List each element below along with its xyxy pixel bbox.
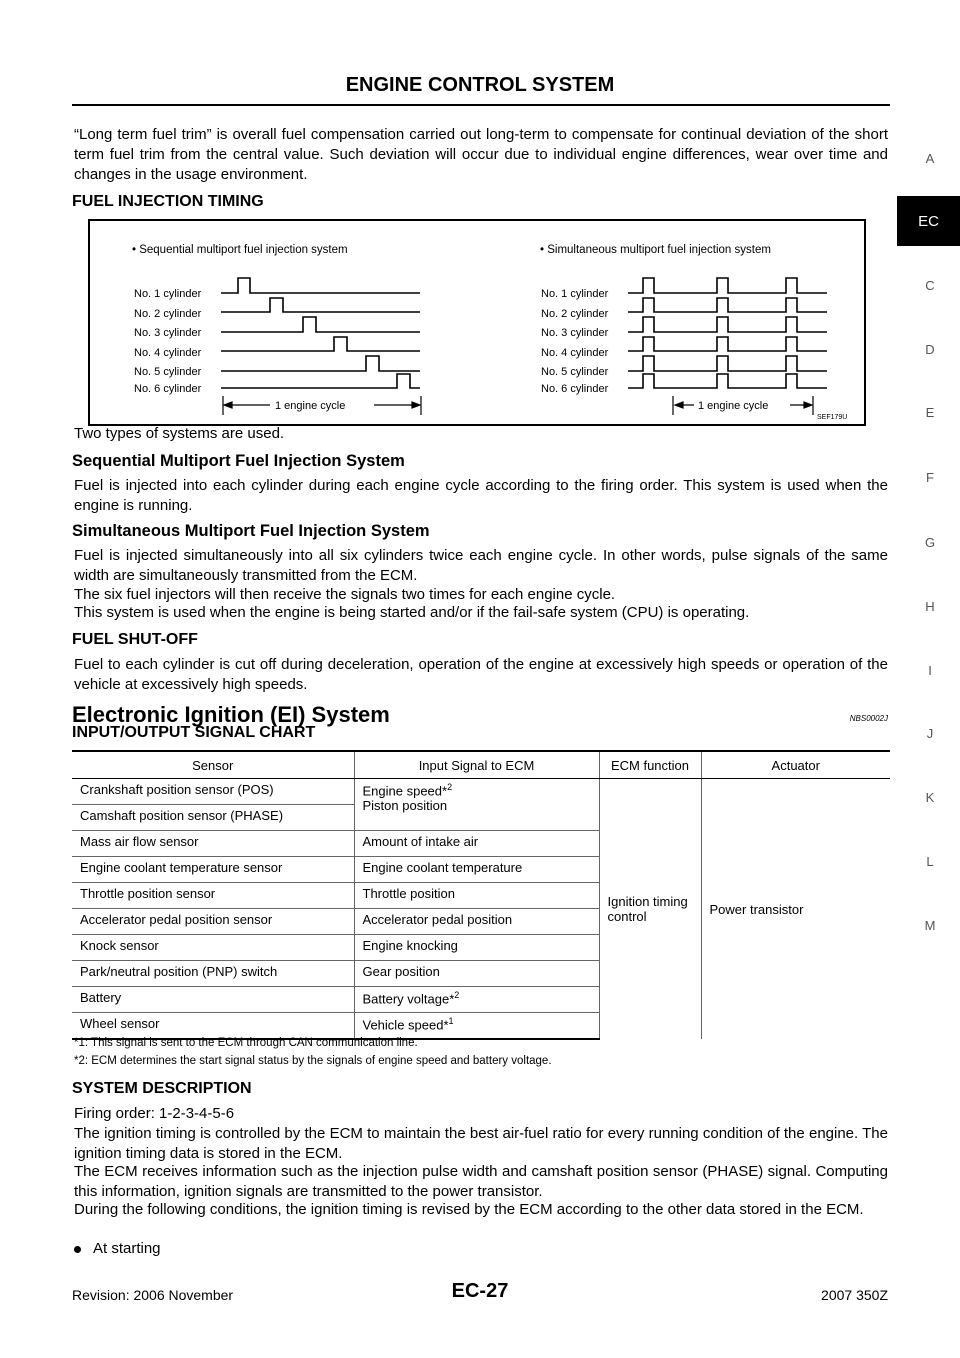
system-description-para-2: The ECM receives information such as the injection pulse width and camshaft position sensor (PHASE) signal. Computing this information, ignition signals are transmitted to the power transistor. <box>74 1163 888 1200</box>
seq-label-cyl4: No. 4 cylinder <box>134 347 202 359</box>
timing-diagram-svg <box>90 221 864 424</box>
seq-wave-cyl3 <box>221 317 420 332</box>
sim-wave-cyl1 <box>628 278 827 293</box>
signal-cell-merged <box>354 779 599 831</box>
injection-timing-diagram <box>88 219 866 426</box>
sensor-cell: Crankshaft position sensor (POS) <box>72 779 354 805</box>
signal-piston-position: Piston position <box>362 798 448 814</box>
sim-wave-cyl5 <box>628 356 827 371</box>
seq-label-cyl1: No. 1 cylinder <box>134 288 202 300</box>
signal-cell: Gear position <box>354 961 599 987</box>
section-code: NBS0002J <box>849 714 888 723</box>
seq-wave-cyl5 <box>221 356 420 371</box>
sim-label-cyl6: No. 6 cylinder <box>541 383 609 395</box>
ecm-function-cell: Ignition timing control <box>599 779 701 1040</box>
sensor-cell: Battery <box>72 987 354 1013</box>
side-tab-l[interactable]: L <box>926 854 934 869</box>
system-description-para-1: The ignition timing is controlled by the ECM to maintain the best air-fuel ratio for every running condition of the engine. The ignition timing data is stored in the ECM. <box>74 1125 888 1162</box>
signal-cell: Accelerator pedal position <box>354 909 599 935</box>
heading-ei-system: Electronic Ignition (EI) System <box>72 702 390 727</box>
sensor-cell: Park/neutral position (PNP) switch <box>72 961 354 987</box>
col-header-sensor: Sensor <box>72 751 354 779</box>
side-tab-j[interactable]: J <box>926 726 934 741</box>
signal-battery-voltage: Battery voltage* <box>362 991 455 1007</box>
signal-engine-speed: Engine speed* <box>362 783 448 799</box>
side-tab-a[interactable]: A <box>925 151 935 166</box>
sim-wave-cyl4 <box>628 337 827 351</box>
header-divider <box>72 104 890 106</box>
seq-label-cyl6: No. 6 cylinder <box>134 383 202 395</box>
heading-io-signal-chart: INPUT/OUTPUT SIGNAL CHART <box>72 724 316 741</box>
sim-label-cyl4: No. 4 cylinder <box>541 347 609 359</box>
col-header-input-signal: Input Signal to ECM <box>354 751 599 779</box>
footer-revision: Revision: 2006 November <box>72 1287 234 1303</box>
system-description-firing-order: Firing order: 1-2-3-4-5-6 <box>74 1105 235 1122</box>
sensor-cell: Mass air flow sensor <box>72 831 354 857</box>
fuel-shut-off-paragraph: Fuel to each cylinder is cut off during deceleration, operation of the engine at excessively high speeds or operation of the vehicle at excessively high speeds. <box>74 656 888 693</box>
side-tab-c[interactable]: C <box>925 278 935 293</box>
system-description-para-3: During the following conditions, the ignition timing is revised by the ECM according to the other data stored in the ECM. <box>74 1201 864 1218</box>
side-tab-k[interactable]: K <box>925 790 935 805</box>
signal-cell: Engine coolant temperature <box>354 857 599 883</box>
heading-sequential-injection: Sequential Multiport Fuel Injection System <box>72 452 405 470</box>
footer-model: 2007 350Z <box>821 1287 888 1303</box>
table-header-row <box>72 751 890 779</box>
side-tab-f[interactable]: F <box>926 470 934 485</box>
sim-cycle-arrowhead-left <box>675 402 683 408</box>
actuator-cell: Power transistor <box>701 779 890 1040</box>
heading-simultaneous-injection: Simultaneous Multiport Fuel Injection System <box>72 522 430 540</box>
sensor-cell: Engine coolant temperature sensor <box>72 857 354 883</box>
signal-cell: Amount of intake air <box>354 831 599 857</box>
sensor-cell: Knock sensor <box>72 935 354 961</box>
side-tab-ec-active[interactable]: EC <box>897 196 960 246</box>
simultaneous-paragraph-1: Fuel is injected simultaneously into all six cylinders twice each engine cycle. In other words, pulse signals of the same width are simultaneously transmitted from the ECM. <box>74 547 888 584</box>
seq-wave-cyl1 <box>221 278 420 293</box>
seq-cycle-arrowhead-right <box>412 402 420 408</box>
page-header-title: ENGINE CONTROL SYSTEM <box>345 74 615 96</box>
sequential-paragraph: Fuel is injected into each cylinder during each engine cycle according to the firing order. This system is used when the engine is running. <box>74 477 888 514</box>
sim-cycle-arrowhead-right <box>804 402 812 408</box>
side-tab-i[interactable]: I <box>928 663 932 678</box>
table-row <box>72 779 890 805</box>
seq-label-cyl5: No. 5 cylinder <box>134 366 202 378</box>
seq-wave-cyl4 <box>221 337 420 351</box>
bullet-icon <box>74 1246 81 1253</box>
signal-cell: Engine knocking <box>354 935 599 961</box>
sim-label-cyl1: No. 1 cylinder <box>541 288 609 300</box>
seq-cycle-label: 1 engine cycle <box>275 400 346 412</box>
injection-systems-caption: Two types of systems are used. <box>74 425 285 442</box>
intro-paragraph: “Long term fuel trim” is overall fuel compensation carried out long-term to compensate for continual deviation of the short term fuel trim from the central value. Such deviation will occur due to individual engine differences, wear over time and changes in the usage environment. <box>74 126 888 183</box>
heading-system-description: SYSTEM DESCRIPTION <box>72 1080 252 1097</box>
sequential-diagram-title: • Sequential multiport fuel injection system <box>132 244 348 256</box>
figure-code: SEF179U <box>817 414 848 421</box>
bullet-list-item <box>74 1240 161 1257</box>
sensor-cell: Accelerator pedal position sensor <box>72 909 354 935</box>
signal-engine-speed-footnote: 2 <box>447 782 453 792</box>
sensor-cell: Throttle position sensor <box>72 883 354 909</box>
sim-label-cyl5: No. 5 cylinder <box>541 366 609 378</box>
signal-cell: Throttle position <box>354 883 599 909</box>
sim-label-cyl3: No. 3 cylinder <box>541 327 609 339</box>
sim-wave-cyl6 <box>628 374 827 388</box>
seq-cycle-arrowhead-left <box>224 402 232 408</box>
sim-label-cyl2: No. 2 cylinder <box>541 308 609 320</box>
seq-wave-cyl2 <box>221 298 420 312</box>
simultaneous-diagram-title: • Simultaneous multiport fuel injection system <box>540 244 771 256</box>
bullet-at-starting: At starting <box>93 1240 161 1257</box>
footnote-1: *1: This signal is sent to the ECM through CAN communication line. <box>74 1037 418 1049</box>
sensor-cell: Camshaft position sensor (PHASE) <box>72 805 354 831</box>
signal-cell <box>354 987 599 1013</box>
seq-wave-cyl6 <box>221 374 420 388</box>
sim-cycle-label: 1 engine cycle <box>698 400 769 412</box>
side-tab-g[interactable]: G <box>924 535 936 550</box>
signal-footnote-marker: 2 <box>454 990 460 1000</box>
seq-label-cyl3: No. 3 cylinder <box>134 327 202 339</box>
io-signal-table <box>72 750 890 1040</box>
side-tab-d[interactable]: D <box>925 342 935 357</box>
sensor-cell: Wheel sensor <box>72 1013 354 1040</box>
section-heading-fuel-injection-timing: FUEL INJECTION TIMING <box>72 193 264 210</box>
simultaneous-paragraph-2: The six fuel injectors will then receive the signals two times for each engine cycle. <box>74 586 616 603</box>
section-heading-fuel-shut-off: FUEL SHUT-OFF <box>72 631 198 648</box>
simultaneous-paragraph-3: This system is used when the engine is being started and/or if the fail-safe system (CPU) is operating. <box>74 604 750 621</box>
side-tab-e[interactable]: E <box>925 405 935 420</box>
col-header-actuator: Actuator <box>701 751 890 779</box>
signal-footnote-marker: 1 <box>448 1016 454 1026</box>
side-tab-m[interactable]: M <box>924 918 936 933</box>
seq-label-cyl2: No. 2 cylinder <box>134 308 202 320</box>
footnote-2: *2: ECM determines the start signal status by the signals of engine speed and battery voltage. <box>74 1055 552 1067</box>
sim-wave-cyl3 <box>628 317 827 332</box>
signal-cell <box>354 1013 599 1040</box>
col-header-ecm-function: ECM function <box>599 751 701 779</box>
side-tab-h[interactable]: H <box>925 599 935 614</box>
footer-page-number: EC-27 <box>451 1280 509 1302</box>
sim-wave-cyl2 <box>628 298 827 312</box>
signal-vehicle-speed: Vehicle speed* <box>362 1017 449 1033</box>
